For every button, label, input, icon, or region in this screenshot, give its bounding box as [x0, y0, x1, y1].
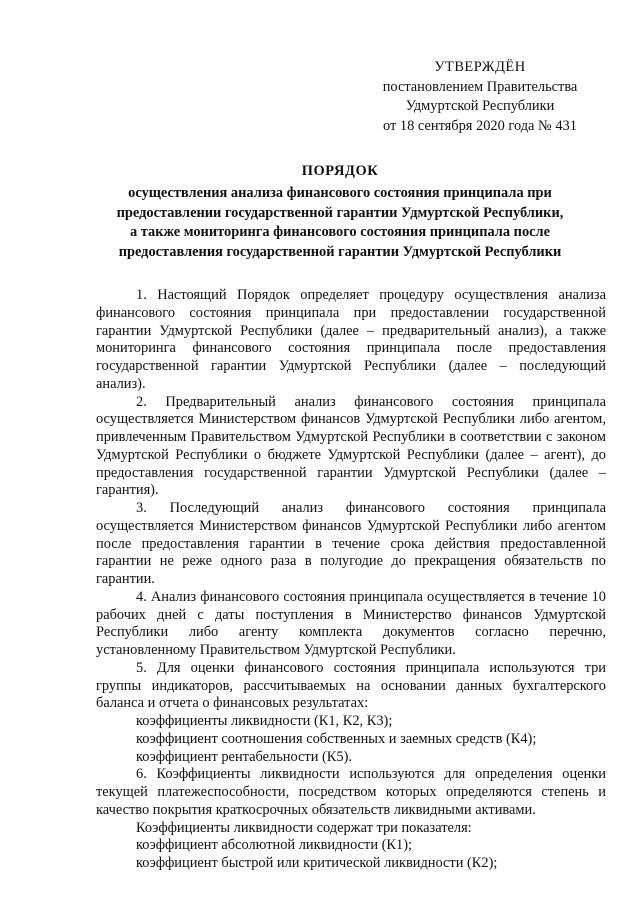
list-item: коэффициенты ликвидности (К1, К2, К3); [136, 713, 393, 729]
approval-line: Удмуртской Республики [405, 98, 555, 114]
approval-stamp [360, 58, 600, 136]
document-title-block [90, 162, 590, 263]
list-intro: Коэффициенты ликвидности содержат три показателя: [136, 819, 472, 836]
paragraph-5: 5. Для оценки финансового состояния принципала используются три группы индикаторов, рассчитываемых на основании данных бухгалтерского баланса и отчета о финансовых результатах: [96, 659, 606, 712]
approval-date-line: от 18 сентября 2020 года № 431 [383, 117, 577, 134]
paragraph-2: 2. Предварительный анализ финансового состояния принципала осуществляется Министерством финансов Удмуртской Республики либо агентом, привлеченным Правительством Удмуртской Республики в соответствии с законом Удмуртской Республики о бюджете Удмуртской Республики (далее – агент), до предоставления государственной гарантии Удмуртской Республики (далее – гарантия). [96, 393, 606, 499]
list-item: коэффициент рентабельности (К5). [136, 748, 352, 765]
title-subline: осуществления анализа финансового состояния принципала при [128, 184, 552, 201]
approval-heading: УТВЕРЖДЁН [434, 59, 526, 75]
document-title: ПОРЯДОК [301, 163, 379, 179]
paragraph-6: 6. Коэффициенты ликвидности используются для определения оценки текущей платежеспособности, посредством которых определяются степень и качество покрытия краткосрочных обязательств ликвидными активами. [96, 766, 606, 818]
document-body [96, 287, 606, 873]
paragraph-4: 4. Анализ финансового состояния принципала осуществляется в течение 10 рабочих дней с даты поступления в Министерство финансов Удмуртской Республики либо агенту комплекта документов согласно перечню, установленному Правительством Удмуртской Республики. [96, 588, 606, 658]
list-item: коэффициент абсолютной ликвидности (К1); [136, 837, 412, 854]
approval-line: постановлением Правительства [382, 78, 578, 95]
list-item: коэффициент быстрой или критической ликвидности (К2); [136, 855, 498, 871]
title-subline: а также мониторинга финансового состояния принципала после [129, 224, 551, 241]
title-subline: предоставлении государственной гарантии Удмуртской Республики, [116, 204, 564, 221]
title-subline: предоставления государственной гарантии Удмуртской Республики [118, 244, 562, 261]
list-item: коэффициент соотношения собственных и заемных средств (К4); [136, 730, 537, 747]
paragraph-1: 1. Настоящий Порядок определяет процедуру осуществления анализа финансового состояния принципала при предоставлении государственной гарантии Удмуртской Республики (далее – предварительный анализ), а также мониторинга финансового состояния принципала после предоставления государственной гарантии Удмуртской Республики (далее – последующий анализ). [96, 287, 606, 392]
paragraph-3: 3. Последующий анализ финансового состояния принципала осуществляется Министерством финансов Удмуртской Республики либо агентом после предоставления гарантии в течение срока действия предоставленной гарантии не реже одного раза в полугодие до прекращения обязательств по гарантии. [96, 500, 606, 587]
